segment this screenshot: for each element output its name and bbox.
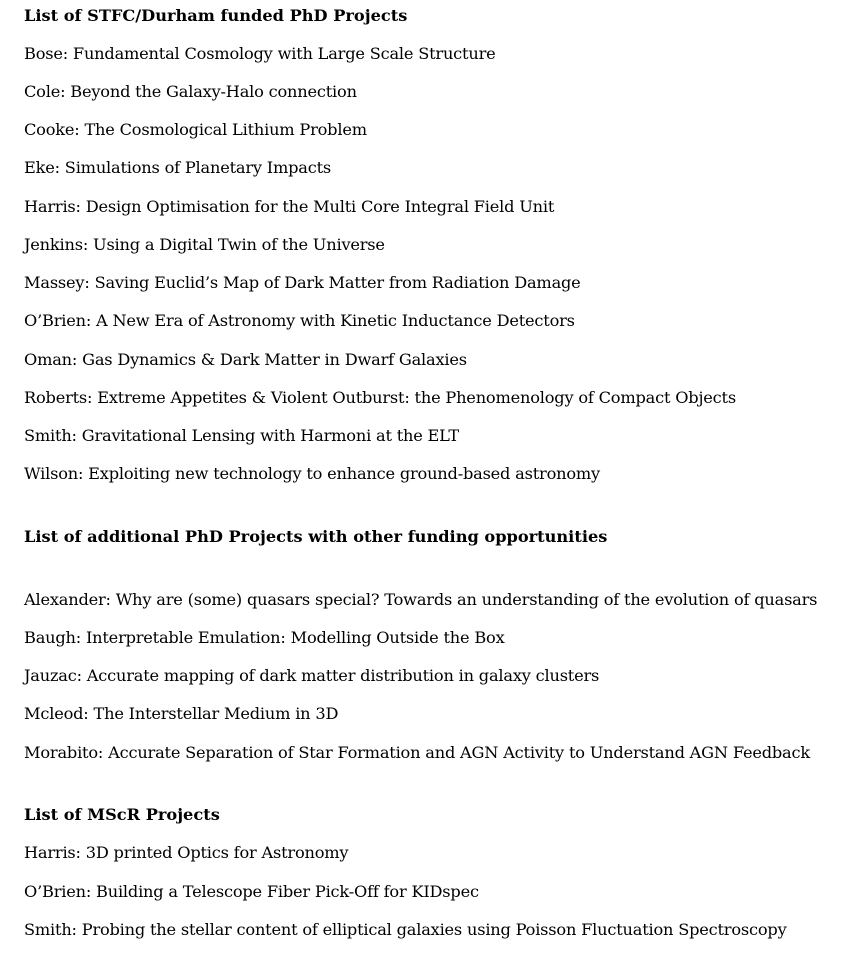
list-item: Eke: Simulations of Planetary Impacts xyxy=(24,158,332,177)
list-item: Mcleod: The Interstellar Medium in 3D xyxy=(24,704,339,723)
list-item: O’Brien: A New Era of Astronomy with Kinetic Inductance Detectors xyxy=(24,311,575,330)
list-item: Cole: Beyond the Galaxy-Halo connection xyxy=(24,82,357,101)
list-item: Jauzac: Accurate mapping of dark matter distribution in galaxy clusters xyxy=(24,666,600,685)
list-item: Wilson: Exploiting new technology to enhance ground-based astronomy xyxy=(24,464,600,483)
list-item: Bose: Fundamental Cosmology with Large Scale Structure xyxy=(24,44,496,63)
section-heading-additional-phd: List of additional PhD Projects with other funding opportunities xyxy=(24,527,608,546)
list-item: O’Brien: Building a Telescope Fiber Pick-Off for KIDspec xyxy=(24,882,479,901)
list-item: Morabito: Accurate Separation of Star Formation and AGN Activity to Understand AGN Feedback xyxy=(24,743,810,762)
list-item: Roberts: Extreme Appetites & Violent Outburst: the Phenomenology of Compact Objects xyxy=(24,388,736,407)
section-heading-stfc-durham-phd: List of STFC/Durham funded PhD Projects xyxy=(24,6,408,25)
list-item: Jenkins: Using a Digital Twin of the Universe xyxy=(24,235,385,254)
list-item: Baugh: Interpretable Emulation: Modelling Outside the Box xyxy=(24,628,505,647)
list-item: Smith: Gravitational Lensing with Harmoni at the ELT xyxy=(24,426,460,445)
list-item: Oman: Gas Dynamics & Dark Matter in Dwarf Galaxies xyxy=(24,350,467,369)
list-item: Harris: 3D printed Optics for Astronomy xyxy=(24,843,349,862)
list-item: Harris: Design Optimisation for the Multi Core Integral Field Unit xyxy=(24,197,555,216)
list-item: Cooke: The Cosmological Lithium Problem xyxy=(24,120,367,139)
list-item: Alexander: Why are (some) quasars special? Towards an understanding of the evolution of quasars xyxy=(24,590,818,609)
list-item: Smith: Probing the stellar content of elliptical galaxies using Poisson Fluctuation Spectroscopy xyxy=(24,920,787,939)
list-item: Massey: Saving Euclid’s Map of Dark Matter from Radiation Damage xyxy=(24,273,581,292)
section-heading-mscr: List of MScR Projects xyxy=(24,805,220,824)
